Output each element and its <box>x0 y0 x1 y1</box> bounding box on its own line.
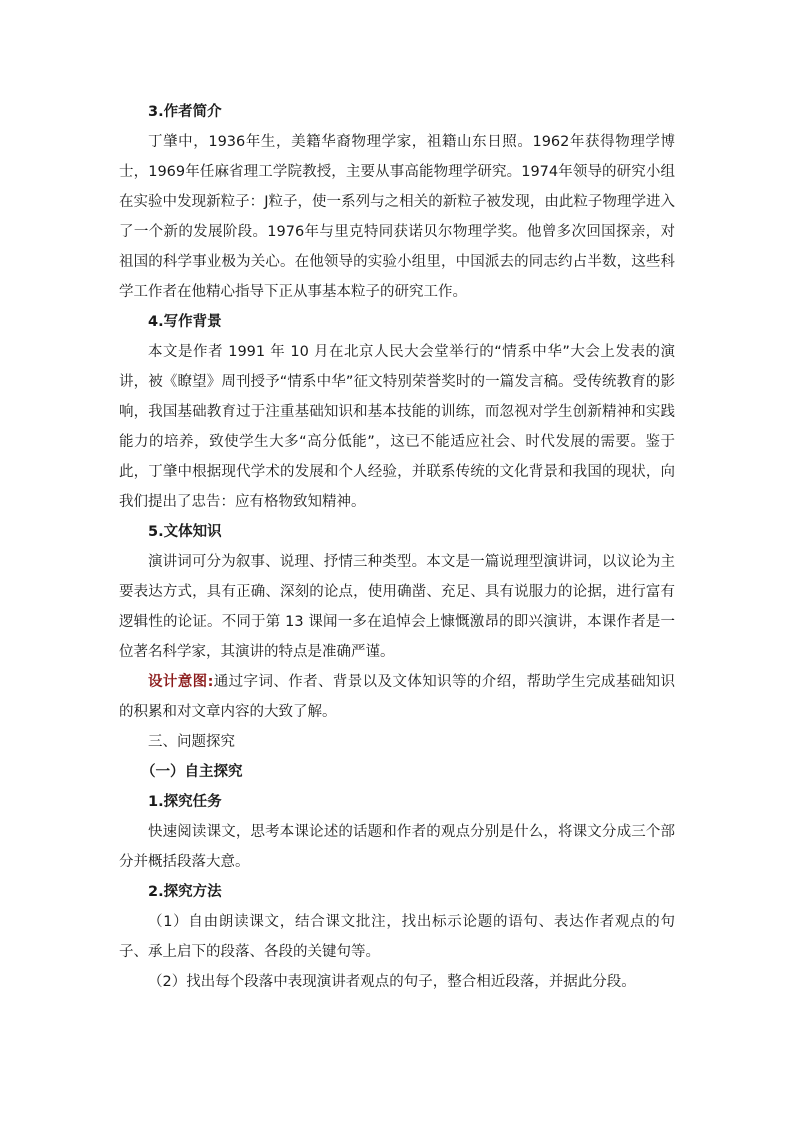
method-item-1: （1）自由朗读课文，结合课文批注，找出标示论题的语句、表达作者观点的句子、承上启下的段落、各段的关键句等。 <box>119 914 675 960</box>
document-page <box>119 97 675 997</box>
background-heading: 4.写作背景 <box>148 314 222 330</box>
genre-heading: 5.文体知识 <box>148 524 222 540</box>
design-intent-text: 通过字词、作者、背景以及文体知识等的介绍，帮助学生完成基础知识的积累和对文章内容的大致了解。 <box>119 674 675 720</box>
design-intent-label: 设计意图: <box>148 674 214 690</box>
task-heading: 1.探究任务 <box>148 794 222 810</box>
method-heading: 2.探究方法 <box>148 884 222 900</box>
background-paragraph: 本文是作者 1991 年 10 月在北京人民大会堂举行的“情系中华”大会上发表的演讲，被《瞭望》周刊授予“情系中华”征文特别荣誉奖时的一篇发言稿。受传统教育的影响，我国基础教育过于注重基础知识和基本技能的训练，而忽视对学生创新精神和实践能力的培养，致使学生大多“高分低能”，这已不能适应社会、时代发展的需要。鉴于此，丁肇中根据现代学术的发展和个人经验，并联系传统的文化背景和我国的现状，向我们提出了忠告：应有格物致知精神。 <box>119 344 675 510</box>
design-intent-paragraph <box>119 667 675 727</box>
task-paragraph: 快速阅读课文，思考本课论述的话题和作者的观点分别是什么，将课文分成三个部分并概括段落大意。 <box>119 824 675 870</box>
genre-paragraph: 演讲词可分为叙事、说理、抒情三种类型。本文是一篇说理型演讲词，以议论为主要表达方式，具有正确、深刻的论点，使用确凿、充足、具有说服力的论据，进行富有逻辑性的论证。不同于第 13 课闻一多在追悼会上慷慨激昂的即兴演讲，本课作者是一位著名科学家，其演讲的特点是准确严谨。 <box>119 554 675 660</box>
author-paragraph: 丁肇中，1936年生，美籍华裔物理学家，祖籍山东日照。1962年获得物理学博士，1969年任麻省理工学院教授，主要从事高能物理学研究。1974年领导的研究小组在实验中发现新粒子：J粒子，使一系列与之相关的新粒子被发现，由此粒子物理学进入了一个新的发展阶段。1976年与里克特同获诺贝尔物理学奖。他曾多次回国探亲，对祖国的科学事业极为关心。在他领导的实验小组里，中国派去的同志约占半数，这些科学工作者在他精心指导下正从事基本粒子的研究工作。 <box>119 134 675 300</box>
author-heading: 3.作者简介 <box>148 104 222 120</box>
method-item-2: （2）找出每个段落中表现演讲者观点的句子，整合相近段落，并据此分段。 <box>148 974 636 990</box>
self-inquiry-heading: （一）自主探究 <box>141 764 243 780</box>
part3-heading: 三、问题探究 <box>148 734 235 750</box>
